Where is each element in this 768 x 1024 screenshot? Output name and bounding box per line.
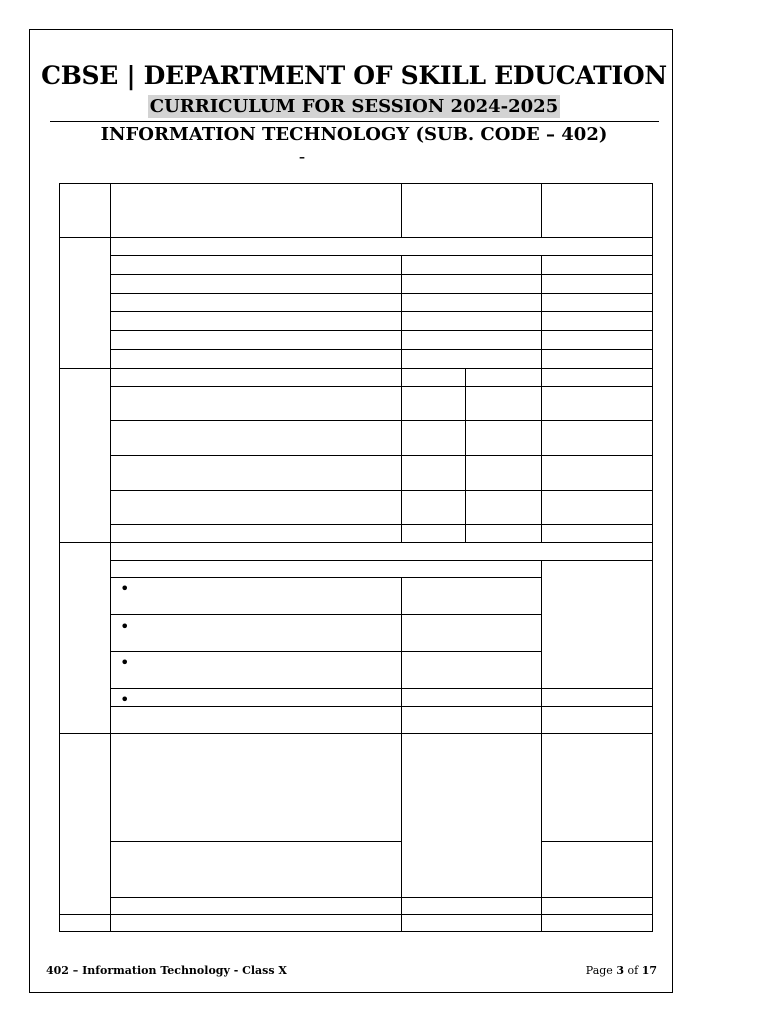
table-rule-horizontal — [110, 386, 653, 387]
table-rule-horizontal — [110, 255, 653, 256]
table-rule-horizontal — [541, 841, 653, 842]
table-rule-horizontal — [110, 614, 542, 615]
table-rule-horizontal — [110, 293, 653, 294]
table-rule-vertical — [541, 368, 542, 543]
table-rule-vertical — [401, 368, 402, 543]
table-rule-horizontal — [110, 349, 653, 350]
table-rule-vertical — [652, 183, 653, 932]
table-rule-horizontal — [110, 688, 653, 689]
header-rule — [50, 121, 659, 122]
table-rule-horizontal — [110, 651, 542, 652]
page-border — [29, 29, 673, 993]
table-rule-horizontal — [110, 311, 653, 312]
table-rule-vertical — [59, 183, 60, 932]
table-rule-horizontal — [59, 183, 653, 184]
table-rule-vertical — [401, 183, 402, 238]
table-rule-vertical — [541, 255, 542, 369]
table-rule-horizontal — [110, 420, 653, 421]
table-rule-horizontal — [110, 490, 653, 491]
table-rule-vertical — [541, 733, 542, 932]
session-heading: CURRICULUM FOR SESSION 2024-2025 — [149, 96, 559, 117]
table-rule-horizontal — [110, 560, 653, 561]
list-bullet: • — [120, 617, 130, 636]
table-rule-horizontal — [110, 897, 653, 898]
footer-page-number — [586, 964, 657, 977]
table-rule-horizontal — [59, 368, 653, 369]
footer-subject: 402 – Information Technology - Class X — [46, 964, 287, 977]
document-title: CBSE | DEPARTMENT OF SKILL EDUCATION — [41, 61, 667, 90]
footer-page-current: 3 — [616, 964, 624, 977]
table-rule-vertical — [541, 183, 542, 238]
table-rule-horizontal — [59, 542, 653, 543]
table-rule-vertical — [465, 368, 466, 543]
footer-page-word: Page — [585, 964, 613, 977]
list-bullet: • — [120, 690, 130, 709]
subject-title: INFORMATION TECHNOLOGY (SUB. CODE – 402) — [100, 124, 608, 145]
table-rule-horizontal — [110, 455, 653, 456]
table-rule-horizontal — [59, 931, 653, 932]
list-bullet: • — [120, 653, 130, 672]
table-rule-horizontal — [59, 237, 653, 238]
table-rule-horizontal — [110, 706, 653, 707]
table-rule-horizontal — [110, 841, 402, 842]
table-rule-horizontal — [59, 914, 653, 915]
list-bullet: • — [120, 579, 130, 598]
table-rule-horizontal — [110, 330, 653, 331]
footer-page-of: of — [627, 964, 639, 977]
subject-dash: – — [299, 150, 305, 164]
table-rule-horizontal — [59, 733, 653, 734]
table-rule-horizontal — [110, 274, 653, 275]
session-heading-wrap — [0, 95, 708, 118]
table-rule-vertical — [401, 577, 402, 734]
table-rule-vertical — [110, 183, 111, 932]
table-rule-vertical — [541, 688, 542, 734]
footer-page-total: 17 — [641, 964, 657, 977]
table-rule-vertical — [401, 255, 402, 369]
table-rule-vertical — [401, 733, 402, 932]
table-rule-horizontal — [110, 577, 542, 578]
table-rule-horizontal — [110, 524, 653, 525]
table-rule-vertical — [541, 560, 542, 707]
